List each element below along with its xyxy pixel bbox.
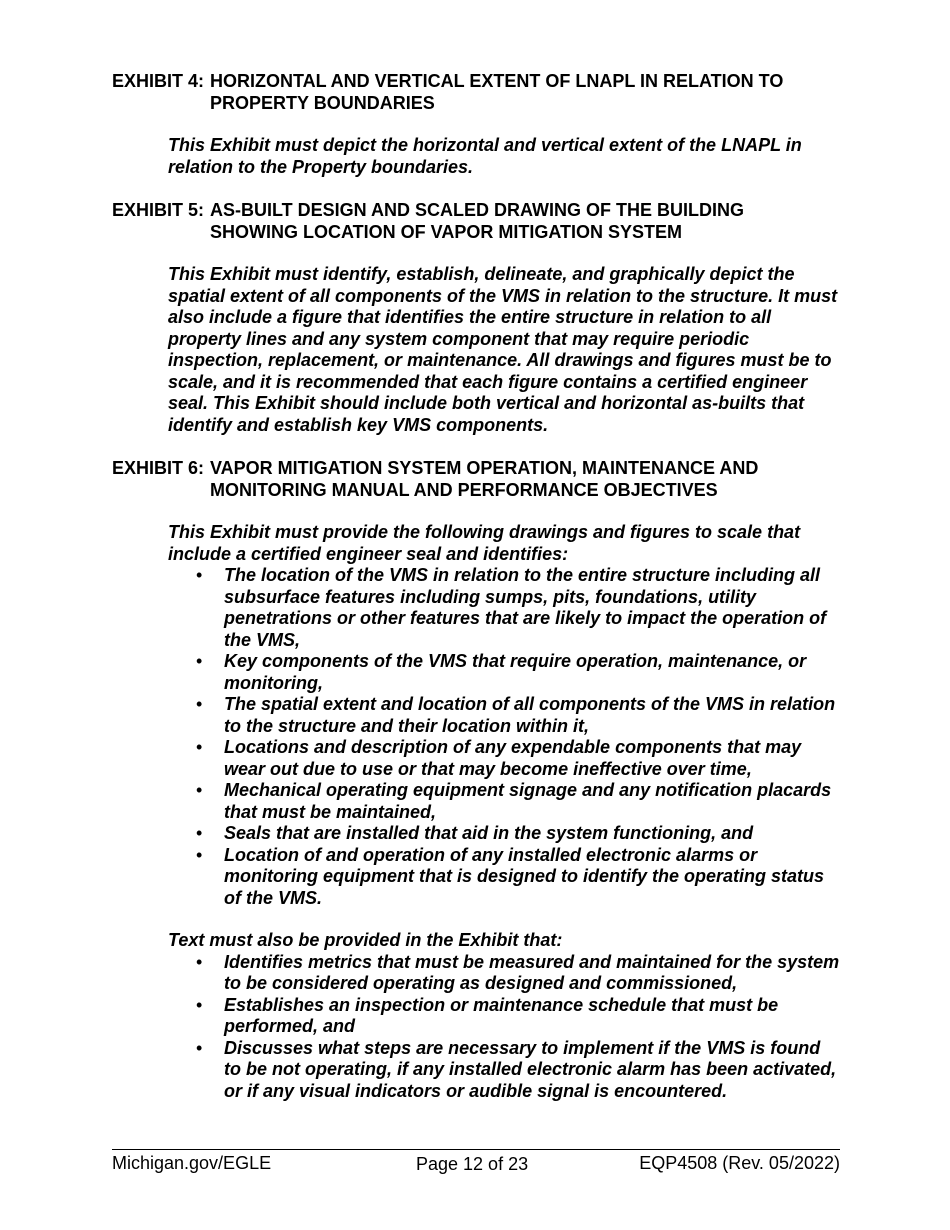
list-item-text: Seals that are installed that aid in the system functioning, and	[224, 823, 754, 843]
footer-page-number: Page 12 of 23	[416, 1154, 529, 1174]
exhibit-6-title-line1: VAPOR MITIGATION SYSTEM OPERATION, MAINTENANCE AND	[210, 458, 759, 478]
exhibit-4-heading	[112, 70, 842, 114]
list-item	[168, 995, 842, 1038]
bullet-icon: •	[196, 780, 203, 800]
exhibit-4-description: This Exhibit must depict the horizontal and vertical extent of the LNAPL in relation to the Property boundaries.	[168, 135, 802, 177]
list-item-text: Locations and description of any expendable components that may wear out due to use or that may become ineffective over time,	[224, 737, 802, 779]
list-item	[168, 651, 842, 694]
bullet-icon: •	[196, 737, 203, 757]
bullet-icon: •	[196, 694, 203, 714]
exhibit-5-body	[168, 264, 842, 436]
list-item-text: Establishes an inspection or maintenance schedule that must be performed, and	[224, 994, 779, 1036]
list-item	[168, 565, 842, 651]
list-item-text: Key components of the VMS that require operation, maintenance, or monitoring,	[224, 651, 807, 693]
bullet-icon: •	[196, 1037, 203, 1058]
list-item	[168, 780, 842, 823]
exhibit-6-number: EXHIBIT 6:	[112, 458, 205, 478]
bullet-icon: •	[196, 951, 203, 972]
list-item-text: The spatial extent and location of all components of the VMS in relation to the structure and their location within it,	[224, 694, 836, 736]
list-item-text: Discusses what steps are necessary to implement if the VMS is found to be not operating, if any installed electronic alarm has been activated, or if any visual indicators or audible signal is encountered.	[224, 1037, 837, 1101]
bullet-icon: •	[196, 994, 203, 1015]
list-item-text: Mechanical operating equipment signage and any notification placards that must be maintained,	[224, 780, 832, 822]
bullet-icon: •	[196, 844, 203, 865]
exhibit-6-text-list	[168, 952, 842, 1103]
exhibit-4-title-line1: HORIZONTAL AND VERTICAL EXTENT OF LNAPL IN RELATION TO	[210, 71, 784, 91]
page-footer	[112, 1149, 840, 1174]
exhibit-4	[112, 70, 842, 178]
exhibit-6-title-line2: MONITORING MANUAL AND PERFORMANCE OBJECTIVES	[210, 480, 718, 500]
exhibit-4-body	[168, 135, 842, 178]
exhibit-5-heading	[112, 199, 842, 243]
list-item	[168, 694, 842, 737]
footer-form-number: EQP4508 (Rev. 05/2022)	[639, 1153, 840, 1173]
exhibit-5-number: EXHIBIT 5:	[112, 200, 205, 220]
exhibit-4-number: EXHIBIT 4:	[112, 71, 205, 91]
list-item-text: Location of and operation of any installed electronic alarms or monitoring equipment that is designed to identify the operating status of the VMS.	[224, 844, 825, 908]
exhibit-6-text-intro: Text must also be provided in the Exhibit that:	[168, 930, 563, 950]
list-item	[168, 823, 842, 845]
exhibit-6	[112, 457, 842, 1102]
exhibit-4-title-line2: PROPERTY BOUNDARIES	[210, 93, 435, 113]
list-item-text: Identifies metrics that must be measured and maintained for the system to be considered operating as designed and commissioned,	[224, 951, 840, 993]
list-item	[168, 737, 842, 780]
exhibit-5	[112, 199, 842, 436]
list-item	[168, 952, 842, 995]
document-page	[112, 70, 842, 1102]
exhibit-6-body	[168, 522, 842, 1102]
exhibit-6-intro: This Exhibit must provide the following drawings and figures to scale that include a certified engineer seal and identifies:	[168, 522, 801, 564]
list-item-text: The location of the VMS in relation to the entire structure including all subsurface features including sumps, pits, foundations, utility penetrations or other features that are likely to impact the operation of the VMS,	[224, 565, 827, 650]
exhibit-6-drawings-list	[168, 565, 842, 909]
exhibit-6-heading	[112, 457, 842, 501]
exhibit-5-description: This Exhibit must identify, establish, delineate, and graphically depict the spatial extent of all components of the VMS in relation to the structure. It must also include a figure that identifies the entire structure in relation to all property lines and any system component that may require periodic inspection, replacement, or maintenance. All drawings and figures must be to scale, and it is recommended that each figure contains a certified engineer seal. This Exhibit should include both vertical and horizontal as-builts that identify and establish key VMS components.	[168, 264, 838, 435]
footer-website: Michigan.gov/EGLE	[112, 1153, 272, 1173]
exhibit-5-title-line2: SHOWING LOCATION OF VAPOR MITIGATION SYSTEM	[210, 222, 682, 242]
list-item	[168, 845, 842, 910]
list-item	[168, 1038, 842, 1103]
exhibit-5-title-line1: AS-BUILT DESIGN AND SCALED DRAWING OF THE BUILDING	[210, 200, 744, 220]
bullet-icon: •	[196, 565, 203, 585]
bullet-icon: •	[196, 823, 203, 843]
bullet-icon: •	[196, 651, 203, 671]
